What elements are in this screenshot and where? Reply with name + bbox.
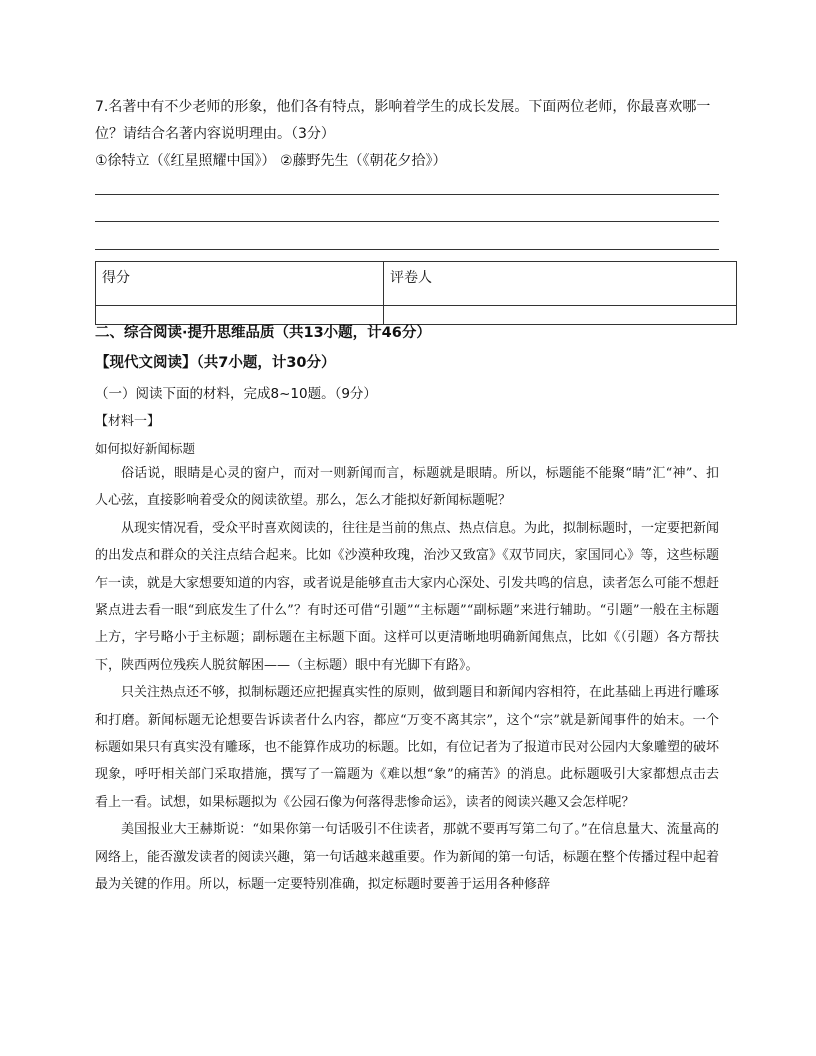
article-paragraph: 从现实情况看，受众平时喜欢阅读的，往往是当前的焦点、热点信息。为此，拟制标题时，一定要把新闻的出发点和群众的关注点结合起来。比如《沙漠种玫瑰，治沙又致富》《双节同庆，家国同心》等，这些标题乍一读，就是大家想要知道的内容，或者说是能够直击大家内心深处、引发共鸣的信息，读者怎么可能不想赶紧点进去看一眼“到底发生了什么”？有时还可借“引题”“主标题”“副标题”来进行辅助。“引题”一般在主标题上方，字号略小于主标题；副标题在主标题下面。这样可以更清晰地明确新闻焦点，比如《（引题）各方帮扶下，陕西两位残疾人脱贫解困——（主标题）眼中有光脚下有路》。 [95, 520, 720, 673]
reading-instruction: （一）阅读下面的材料，完成8~10题。（9分） [95, 386, 377, 402]
reviewer-label: 评卷人 [384, 262, 737, 306]
article-body [95, 460, 719, 899]
article-paragraph: 俗话说，眼睛是心灵的窗户，而对一则新闻而言，标题就是眼睛。所以，标题能不能聚“睛”汇“神”、扣人心弦，直接影响着受众的阅读欲望。那么，怎么才能拟好新闻标题呢？ [95, 466, 719, 509]
answer-line-2[interactable] [95, 221, 719, 222]
reviewer-cell[interactable] [384, 306, 737, 325]
modern-reading-subtitle: 【现代文阅读】（共7小题，计30分） [95, 355, 336, 371]
question-7-line-1: 7.名著中有不少老师的形象，他们各有特点，影响着学生的成长发展。下面两位老师，你最喜欢哪一 [95, 99, 711, 115]
score-cell[interactable] [96, 306, 384, 325]
question-7-line-2: 位？请结合名著内容说明理由。（3分） [95, 126, 335, 142]
article-paragraph: 美国报业大王赫斯说：“如果你第一句话吸引不住读者，那就不要再写第二句了。”在信息量大、流量高的网络上，能否激发读者的阅读兴趣，第一句话越来越重要。作为新闻的第一句话，标题在整个传播过程中起着最为关键的作用。所以，标题一定要特别准确，拟定标题时要善于运用各种修辞 [95, 822, 720, 893]
score-label: 得分 [96, 262, 384, 306]
article-title: 如何拟好新闻标题 [95, 441, 196, 456]
answer-line-3[interactable] [95, 249, 719, 250]
article-paragraph: 只关注热点还不够，拟制标题还应把握真实性的原则，做到题目和新闻内容相符，在此基础上再进行雕琢和打磨。新闻标题无论想要告诉读者什么内容，都应“万变不离其宗”，这个“宗”就是新闻事件的始末。一个标题如果只有真实没有雕琢，也不能算作成功的标题。比如，有位记者为了报道市民对公园内大象雕塑的破坏现象，呼吁相关部门采取措施，撰写了一篇题为《难以想“象”的痛苦》的消息。此标题吸引大家都想点击去看上一看。试想，如果标题拟为《公园石像为何落得悲惨命运》，读者的阅读兴趣又会怎样呢？ [95, 685, 720, 810]
question-7-options: ①徐特立（《红星照耀中国》） ②藤野先生（《朝花夕拾》） [95, 153, 447, 169]
answer-line-1[interactable] [95, 194, 719, 195]
score-table [95, 261, 737, 325]
material-label: 【材料一】 [95, 414, 161, 429]
section-2-title: 二、综合阅读·提升思维品质（共13小题，计46分） [95, 325, 431, 341]
